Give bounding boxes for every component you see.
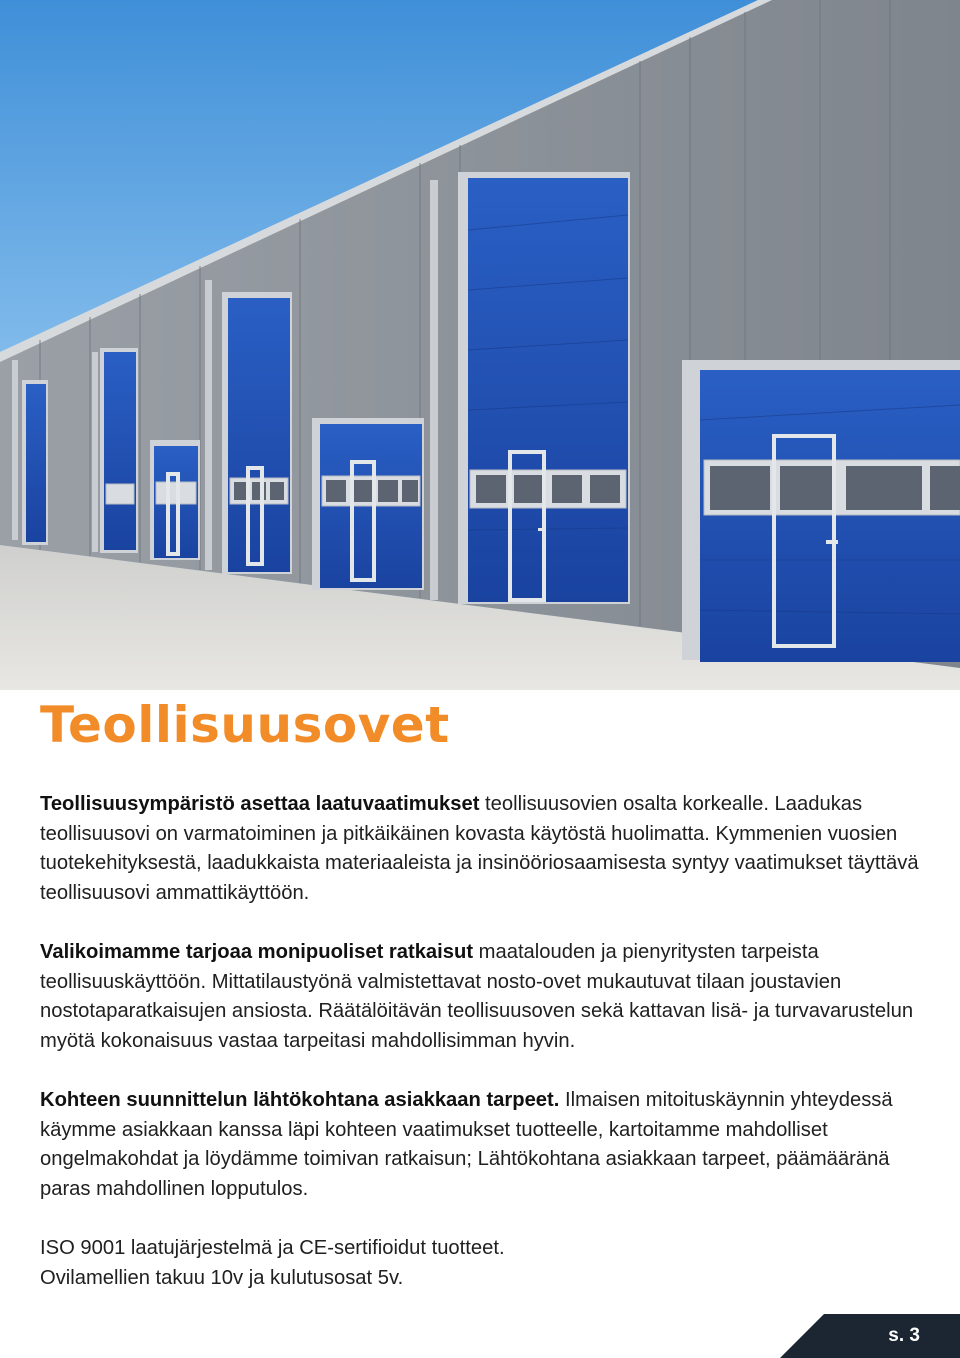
paragraph-body: Ilmaisen mitoituskäynnin yhteydessä käymme asiakkaan kanssa läpi kohteen vaatimukset tuotteelle, kartoitamme mahdolliset ongelmakohdat ja löydämme toimivan ratkaisun; Lähtökohtana asiakkaan tarpeet, päämääränä paras mahdollinen lopputulos. [40, 1089, 893, 1200]
warranty-line: Ovilamellien takuu 10v ja kulutusosat 5v. [40, 1266, 404, 1289]
paragraph-selection [40, 938, 920, 1056]
page-number-tab [780, 1314, 960, 1358]
page-title: Teollisuusovet [40, 696, 450, 754]
body-text [40, 790, 920, 1293]
paragraph-body: maatalouden ja pienyritysten tarpeista teollisuuskäyttöön. Mittatilaustyönä valmistettavat nosto-ovet mukautuvat tilaan joustavien nostotaparatkaisujen ansiosta. Räätälöitävän teollisuusoven sekä kattavan lisä- ja turvavarustelun myötä kokonaisuus vastaa tarpeitasi mahdollisimman hyvin. [40, 941, 914, 1052]
paragraph-planning [40, 1086, 920, 1204]
paragraph-lead: Teollisuusympäristö asettaa laatuvaatimukset [40, 793, 480, 815]
certification-line: ISO 9001 laatujärjestelmä ja CE-sertifioidut tuotteet. [40, 1237, 505, 1259]
paragraph-lead: Kohteen suunnittelun lähtökohtana asiakkaan tarpeet. [40, 1089, 560, 1111]
page-number: s. 3 [888, 1325, 920, 1346]
paragraph-body: teollisuusovien osalta korkealle. Laadukas teollisuusovi on varmatoiminen ja pitkäikäinen kovasta käytöstä huolimatta. Kymmenien vuosien tuotekehityksestä, laadukkaista materiaaleista ja insinööriosaamisesta syntyy vaatimukset täyttävä teollisuusovi ammattikäyttöön. [40, 793, 919, 904]
paragraph-lead: Valikoimamme tarjoaa monipuoliset ratkaisut [40, 941, 474, 963]
paragraph-requirements [40, 790, 920, 908]
